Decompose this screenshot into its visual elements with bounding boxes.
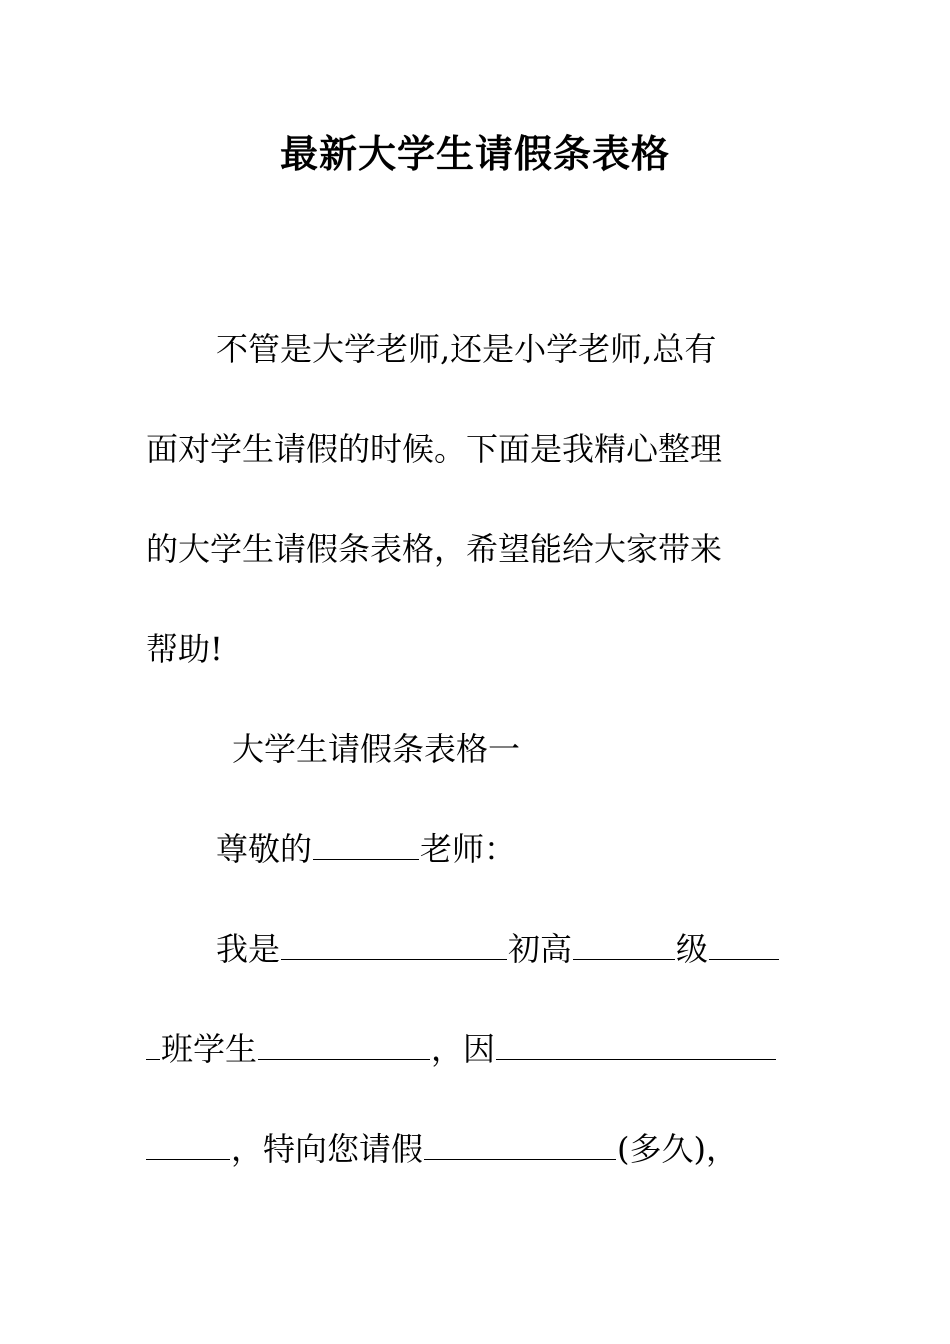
body-text-2a: 班学生 (161, 1030, 258, 1068)
reason-blank-end[interactable] (146, 1133, 230, 1160)
reason-blank-start[interactable] (496, 1033, 776, 1060)
grade-blank[interactable] (573, 933, 675, 960)
student-school-blank[interactable] (281, 933, 507, 960)
body-text-1b: 初高 (508, 930, 573, 968)
intro-text-2: 面对学生请假的时候。下面是我精心整理 (146, 430, 723, 468)
section-heading: 大学生请假条表格一 (232, 730, 521, 768)
body-text-1c: 级 (676, 930, 709, 968)
intro-text-4: 帮助! (146, 630, 223, 668)
body-text-3a: ，特向您请假 (231, 1130, 424, 1168)
class-blank-end[interactable] (146, 1033, 160, 1060)
body-text-1a: 我是 (216, 930, 281, 968)
intro-line-4 (146, 599, 796, 699)
body-line-2 (146, 999, 796, 1099)
intro-line-2 (146, 399, 796, 499)
student-name-blank[interactable] (258, 1033, 430, 1060)
intro-line-1 (146, 299, 796, 399)
body-text-2b: ，因 (431, 1030, 496, 1068)
class-blank-start[interactable] (709, 933, 779, 960)
teacher-name-blank[interactable] (313, 833, 419, 860)
intro-text-3: 的大学生请假条表格，希望能给大家带来 (146, 530, 723, 568)
salutation-line (146, 799, 796, 899)
section-heading-line (146, 699, 796, 799)
salutation-prefix: 尊敬的 (216, 830, 313, 868)
intro-line-3 (146, 499, 796, 599)
body-line-1 (146, 899, 796, 999)
document-title: 最新大学生请假条表格 (279, 131, 670, 176)
document-body (146, 299, 796, 1199)
body-line-3 (146, 1099, 796, 1199)
intro-text-1: 不管是大学老师,还是小学老师,总有 (216, 330, 717, 368)
body-text-3b: (多久)， (617, 1130, 738, 1168)
salutation-suffix: 老师： (420, 830, 517, 868)
duration-blank[interactable] (424, 1133, 616, 1160)
